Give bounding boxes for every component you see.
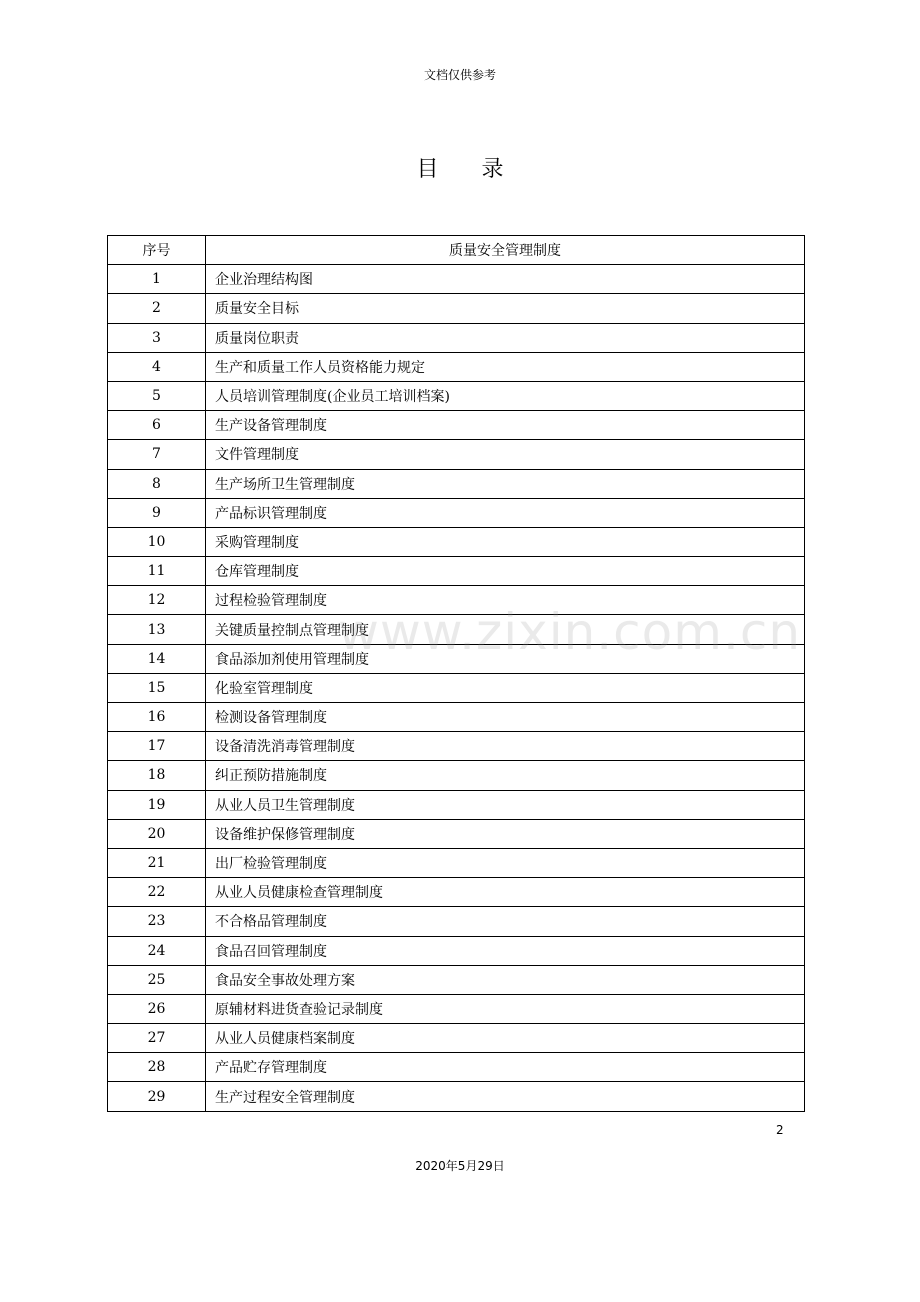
table-row: [108, 498, 805, 527]
row-title: 生产过程安全管理制度: [206, 1082, 805, 1111]
footer-date: 2020年5月29日: [415, 1159, 505, 1173]
table-row: [108, 644, 805, 673]
table-row: [108, 761, 805, 790]
row-number: 27: [108, 1024, 206, 1053]
row-number: 10: [108, 527, 206, 556]
row-number: 8: [108, 469, 206, 498]
row-number: 21: [108, 848, 206, 877]
row-number: 26: [108, 994, 206, 1023]
column-header-title: 质量安全管理制度: [206, 236, 805, 265]
table-row: [108, 527, 805, 556]
row-title: 食品安全事故处理方案: [206, 965, 805, 994]
table-row: [108, 411, 805, 440]
table-row: [108, 936, 805, 965]
table-row: [108, 965, 805, 994]
table-row: [108, 586, 805, 615]
page-title: 目 录: [416, 157, 522, 182]
row-title: 从业人员卫生管理制度: [206, 790, 805, 819]
row-title: 文件管理制度: [206, 440, 805, 469]
table-row: [108, 1082, 805, 1111]
row-number: 16: [108, 703, 206, 732]
table-header-row: [108, 236, 805, 265]
page-number: 2: [776, 1123, 784, 1137]
row-title: 生产和质量工作人员资格能力规定: [206, 352, 805, 381]
row-title: 食品添加剂使用管理制度: [206, 644, 805, 673]
row-number: 20: [108, 819, 206, 848]
row-number: 24: [108, 936, 206, 965]
table-row: [108, 878, 805, 907]
table-row: [108, 1024, 805, 1053]
row-title: 质量岗位职责: [206, 323, 805, 352]
row-title: 人员培训管理制度(企业员工培训档案): [206, 381, 805, 410]
row-title: 出厂检验管理制度: [206, 848, 805, 877]
table-row: [108, 352, 805, 381]
toc-table: [107, 235, 805, 1112]
row-number: 9: [108, 498, 206, 527]
table-row: [108, 1053, 805, 1082]
row-title: 产品贮存管理制度: [206, 1053, 805, 1082]
row-title: 不合格品管理制度: [206, 907, 805, 936]
row-title: 产品标识管理制度: [206, 498, 805, 527]
row-title: 食品召回管理制度: [206, 936, 805, 965]
row-title: 化验室管理制度: [206, 673, 805, 702]
table-row: [108, 294, 805, 323]
row-number: 12: [108, 586, 206, 615]
row-number: 3: [108, 323, 206, 352]
row-number: 25: [108, 965, 206, 994]
table-row: [108, 557, 805, 586]
row-title: 原辅材料进货查验记录制度: [206, 994, 805, 1023]
row-number: 13: [108, 615, 206, 644]
row-title: 仓库管理制度: [206, 557, 805, 586]
row-title: 企业治理结构图: [206, 265, 805, 294]
row-title: 纠正预防措施制度: [206, 761, 805, 790]
row-number: 15: [108, 673, 206, 702]
row-number: 2: [108, 294, 206, 323]
table-row: [108, 673, 805, 702]
table-row: [108, 381, 805, 410]
table-row: [108, 469, 805, 498]
row-title: 生产设备管理制度: [206, 411, 805, 440]
row-title: 质量安全目标: [206, 294, 805, 323]
row-title: 过程检验管理制度: [206, 586, 805, 615]
table-row: [108, 440, 805, 469]
row-number: 4: [108, 352, 206, 381]
header-note: 文档仅供参考: [423, 68, 496, 82]
table-row: [108, 703, 805, 732]
row-number: 14: [108, 644, 206, 673]
row-number: 22: [108, 878, 206, 907]
table-row: [108, 323, 805, 352]
table-row: [108, 994, 805, 1023]
row-number: 1: [108, 265, 206, 294]
row-number: 18: [108, 761, 206, 790]
row-title: 生产场所卫生管理制度: [206, 469, 805, 498]
row-number: 11: [108, 557, 206, 586]
row-title: 设备清洗消毒管理制度: [206, 732, 805, 761]
row-number: 7: [108, 440, 206, 469]
table-row: [108, 732, 805, 761]
row-title: 关键质量控制点管理制度: [206, 615, 805, 644]
table-row: [108, 790, 805, 819]
table-row: [108, 265, 805, 294]
watermark: www.zixin.com.cn: [338, 603, 802, 661]
row-number: 28: [108, 1053, 206, 1082]
row-title: 从业人员健康检查管理制度: [206, 878, 805, 907]
table-row: [108, 907, 805, 936]
table-row: [108, 615, 805, 644]
row-number: 5: [108, 381, 206, 410]
row-number: 23: [108, 907, 206, 936]
row-title: 设备维护保修管理制度: [206, 819, 805, 848]
table-row: [108, 848, 805, 877]
row-title: 从业人员健康档案制度: [206, 1024, 805, 1053]
row-title: 采购管理制度: [206, 527, 805, 556]
row-number: 17: [108, 732, 206, 761]
row-number: 6: [108, 411, 206, 440]
row-number: 19: [108, 790, 206, 819]
column-header-number: 序号: [108, 236, 206, 265]
table-row: [108, 819, 805, 848]
row-number: 29: [108, 1082, 206, 1111]
row-title: 检测设备管理制度: [206, 703, 805, 732]
